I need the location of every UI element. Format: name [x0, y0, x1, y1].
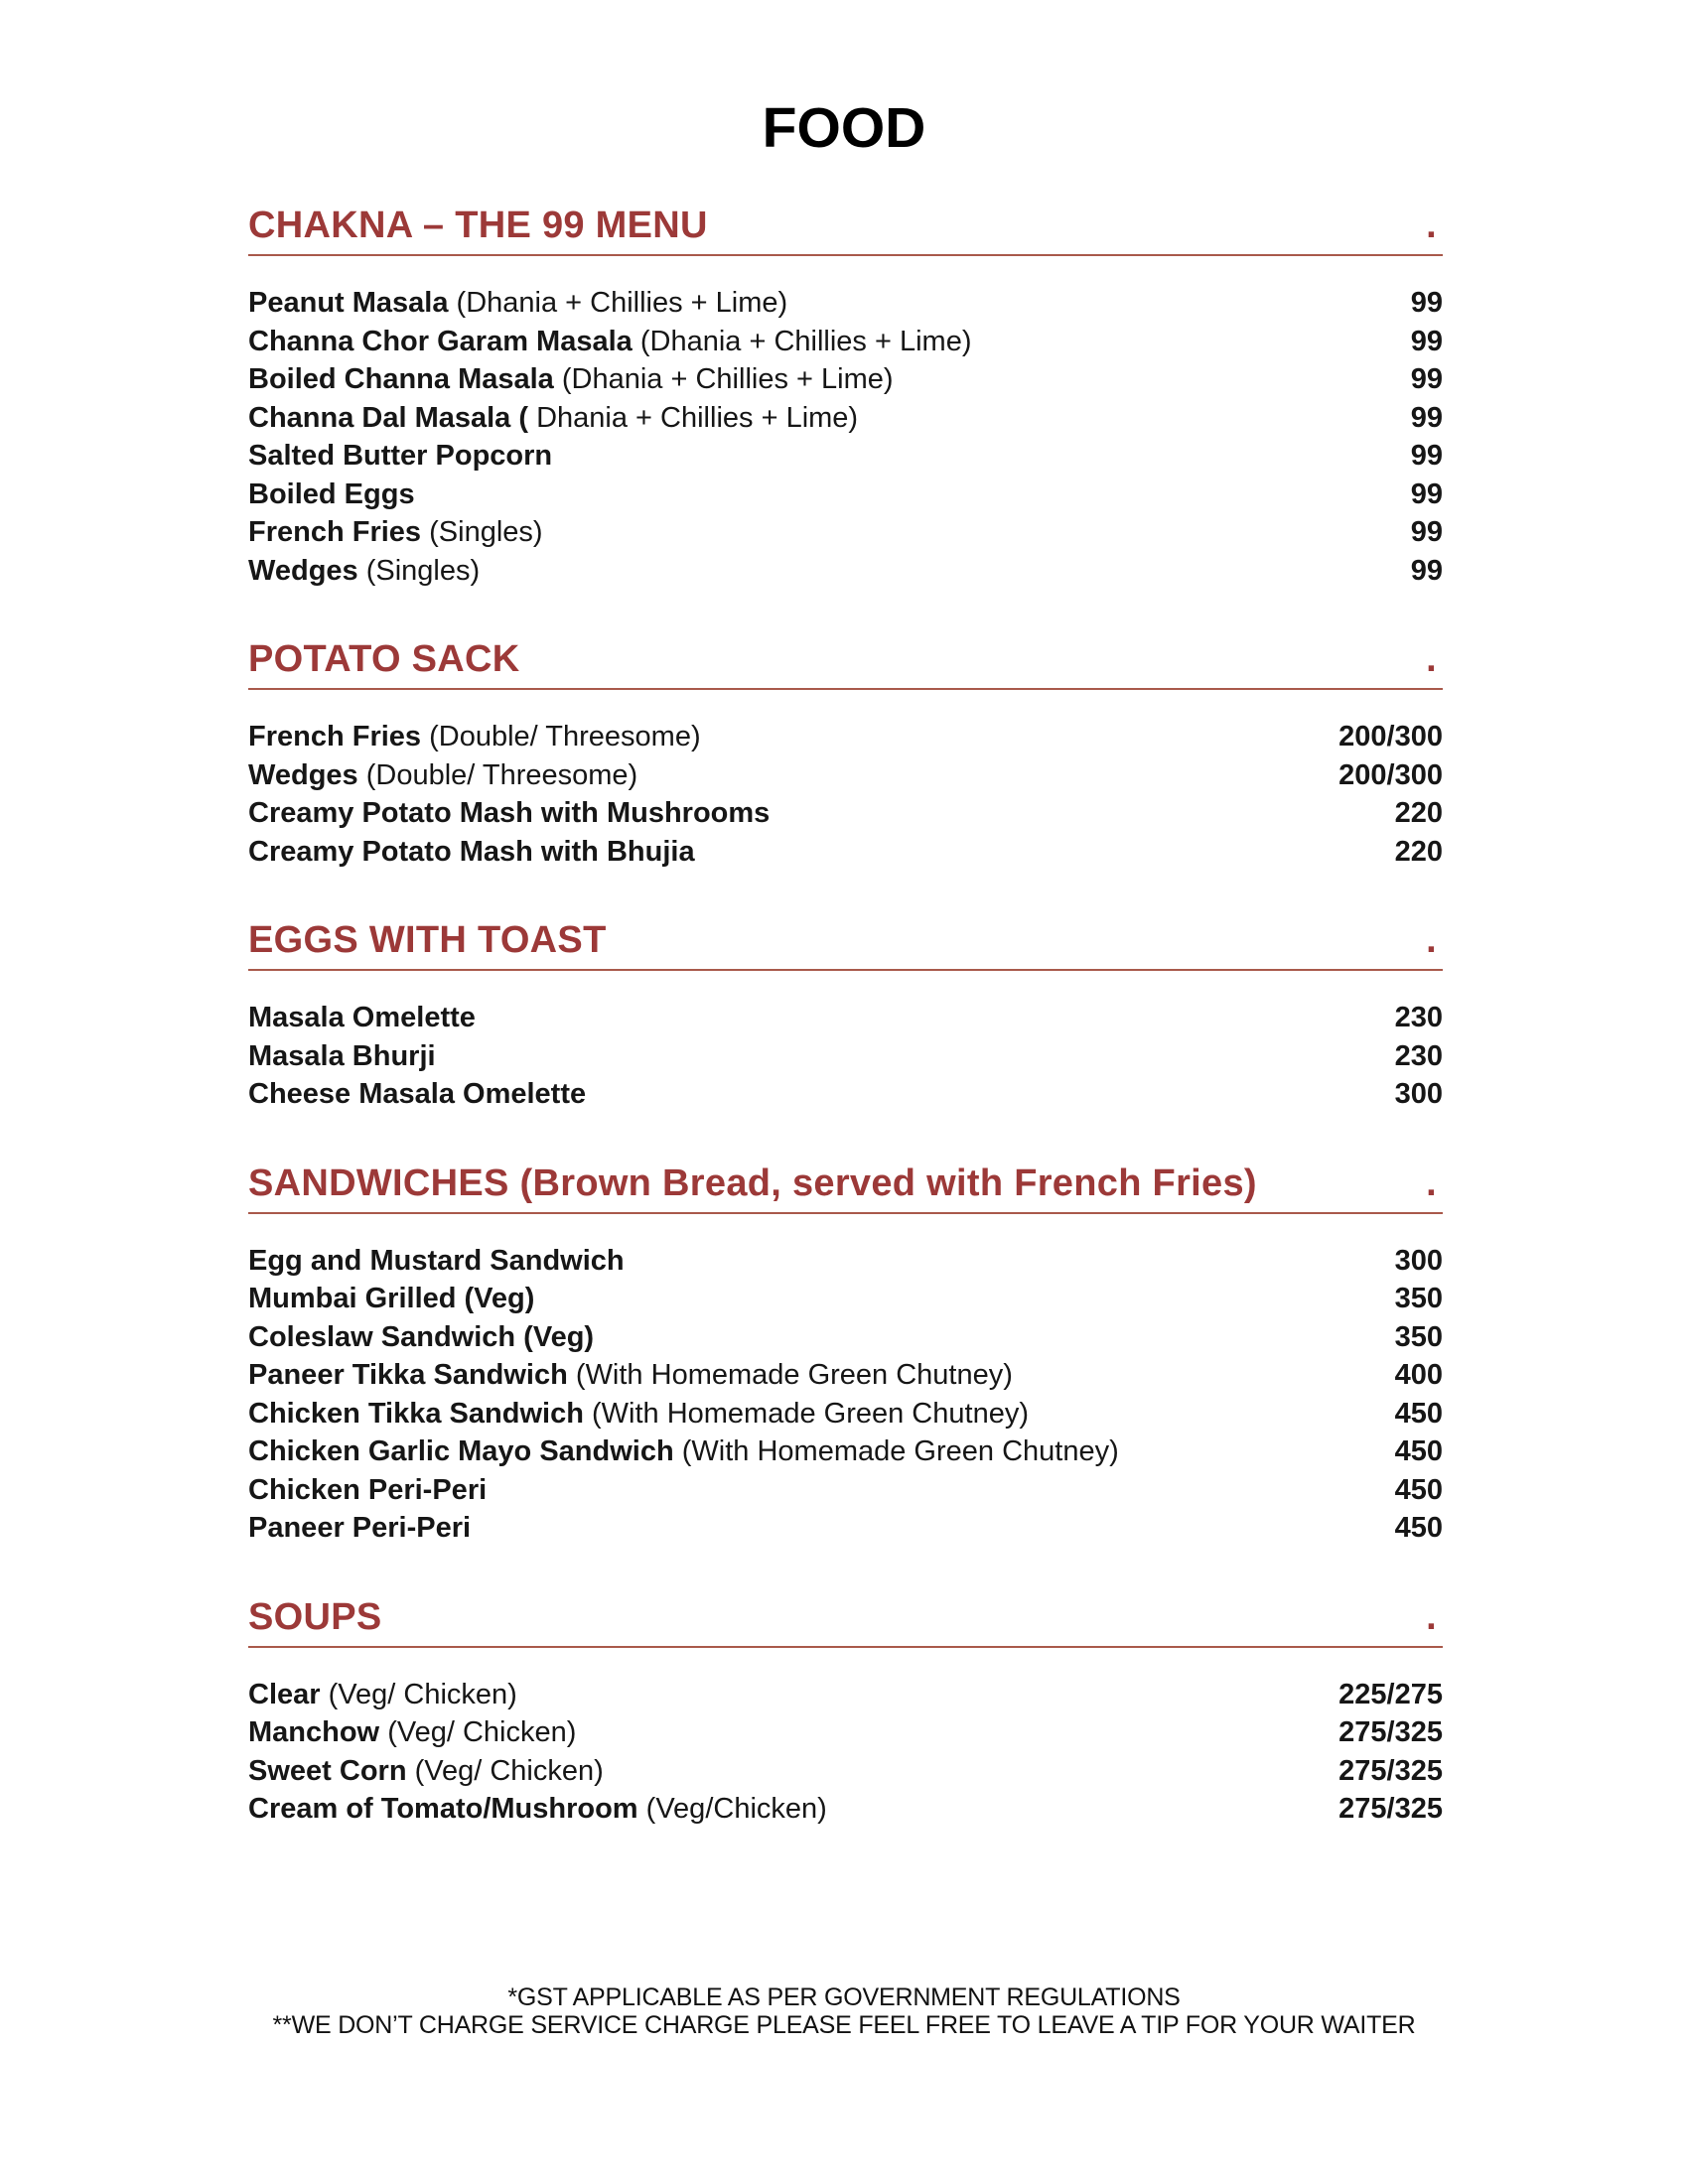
item-name: Egg and Mustard Sandwich [248, 1244, 625, 1277]
section-heading-text: SANDWICHES (Brown Bread, served with French Fries) [248, 1161, 1257, 1204]
section-item-list [248, 718, 1443, 871]
item-price: 230 [1394, 1039, 1443, 1072]
menu-item-row [248, 476, 1443, 514]
item-name: Paneer Tikka Sandwich [248, 1359, 568, 1391]
item-name: Wedges [248, 554, 358, 587]
item-price: 350 [1394, 1320, 1443, 1353]
item-label [248, 437, 552, 476]
item-label [248, 833, 695, 872]
item-description: (Dhania + Chillies + Lime) [639, 325, 972, 357]
section-heading-text: EGGS WITH TOAST [248, 919, 607, 961]
item-description: (Singles) [429, 516, 543, 548]
menu-item-row [248, 756, 1443, 795]
section-heading-dot: . [1426, 1161, 1437, 1204]
item-name: Chicken Garlic Mayo Sandwich [248, 1435, 674, 1467]
item-name: Wedges [248, 758, 358, 791]
menu-section [248, 638, 1443, 871]
item-label [248, 1037, 436, 1076]
item-description: (With Homemade Green Chutney) [591, 1397, 1029, 1430]
menu-item-row [248, 1395, 1443, 1433]
item-label [248, 399, 858, 438]
item-description: (Double/ Threesome) [365, 758, 638, 791]
item-price: 300 [1394, 1078, 1443, 1110]
item-description: (Singles) [365, 554, 481, 587]
menu-item-row [248, 1752, 1443, 1791]
item-price: 230 [1394, 1002, 1443, 1033]
item-name: Boiled Eggs [248, 478, 415, 510]
menu-item-row [248, 1242, 1443, 1281]
menu-item-row [248, 1037, 1443, 1076]
menu-item-row [248, 718, 1443, 756]
item-label [248, 1676, 517, 1714]
section-heading [248, 1162, 1443, 1214]
item-price: 450 [1394, 1512, 1443, 1544]
item-label [248, 284, 787, 323]
section-heading-dot: . [1426, 1595, 1437, 1638]
item-price: 99 [1410, 363, 1443, 395]
menu-item-row [248, 1471, 1443, 1510]
menu-item-row [248, 1075, 1443, 1114]
menu-section [248, 1162, 1443, 1548]
item-label [248, 1395, 1029, 1433]
menu-sections [248, 205, 1443, 1829]
menu-item-row [248, 1280, 1443, 1318]
item-label [248, 1790, 827, 1829]
section-heading-text: SOUPS [248, 1595, 382, 1638]
item-label [248, 1471, 487, 1510]
item-label [248, 718, 701, 756]
item-label [248, 1318, 594, 1357]
menu-item-row [248, 323, 1443, 361]
item-price: 450 [1394, 1435, 1443, 1467]
item-label [248, 1075, 586, 1114]
item-label [248, 1356, 1013, 1395]
item-price: 200/300 [1338, 721, 1443, 752]
page-title: FOOD [762, 96, 926, 160]
item-name: Paneer Peri-Peri [248, 1512, 472, 1544]
item-price: 225/275 [1338, 1678, 1443, 1710]
section-heading-dot: . [1426, 205, 1437, 246]
item-price: 99 [1410, 516, 1443, 548]
item-description: (With Homemade Green Chutney) [681, 1435, 1119, 1467]
item-name: Channa Chor Garam Masala [248, 325, 633, 357]
item-price: 99 [1410, 325, 1443, 357]
item-name: Masala Omelette [248, 1002, 476, 1033]
menu-item-row [248, 437, 1443, 476]
item-price: 450 [1394, 1397, 1443, 1430]
item-description: (Veg/ Chicken) [387, 1716, 577, 1748]
item-name: Masala Bhurji [248, 1039, 436, 1072]
item-description: (With Homemade Green Chutney) [575, 1359, 1013, 1391]
item-name: Sweet Corn [248, 1754, 407, 1787]
item-description: (Veg/ Chicken) [328, 1678, 517, 1710]
menu-item-row [248, 360, 1443, 399]
item-label [248, 1280, 534, 1318]
item-price: 300 [1394, 1244, 1443, 1277]
item-label [248, 1509, 471, 1548]
menu-item-row [248, 1790, 1443, 1829]
section-heading [248, 1596, 1443, 1648]
item-name: Channa Dal Masala ( [248, 401, 529, 434]
menu-item-row [248, 284, 1443, 323]
item-description: Dhania + Chillies + Lime) [536, 401, 859, 434]
section-item-list [248, 999, 1443, 1114]
footer-note-service-charge: **WE DON’T CHARGE SERVICE CHARGE PLEASE FEEL FREE TO LEAVE A TIP FOR YOUR WAITER [272, 2010, 1416, 2039]
item-name: Peanut Masala [248, 287, 449, 319]
item-name: Chicken Peri-Peri [248, 1473, 488, 1506]
item-price: 350 [1394, 1283, 1443, 1314]
item-label [248, 1713, 576, 1752]
section-heading [248, 205, 1443, 256]
menu-item-row [248, 399, 1443, 438]
section-heading [248, 919, 1443, 971]
section-item-list [248, 1676, 1443, 1829]
section-heading-dot: . [1426, 919, 1437, 961]
item-label [248, 794, 770, 833]
footer-note-gst: *GST APPLICABLE AS PER GOVERNMENT REGULATIONS [507, 1983, 1181, 2011]
item-price: 400 [1394, 1359, 1443, 1391]
item-name: Cheese Masala Omelette [248, 1078, 587, 1110]
item-price: 99 [1410, 401, 1443, 434]
menu-item-row [248, 513, 1443, 552]
item-name: Creamy Potato Mash with Mushrooms [248, 797, 771, 829]
menu-item-row [248, 1713, 1443, 1752]
item-label [248, 513, 543, 552]
item-label [248, 1433, 1119, 1471]
item-price: 275/325 [1338, 1754, 1443, 1787]
menu-item-row [248, 1356, 1443, 1395]
item-label [248, 1752, 604, 1791]
section-heading-dot: . [1426, 638, 1437, 680]
section-item-list [248, 1242, 1443, 1548]
menu-item-row [248, 1318, 1443, 1357]
item-name: French Fries [248, 516, 422, 548]
item-price: 200/300 [1338, 758, 1443, 791]
item-label [248, 1242, 625, 1281]
item-name: Clear [248, 1678, 321, 1710]
item-label [248, 360, 894, 399]
item-price: 275/325 [1338, 1793, 1443, 1825]
item-price: 220 [1394, 797, 1443, 829]
section-heading-text: CHAKNA – THE 99 MENU [248, 205, 708, 246]
item-price: 450 [1394, 1473, 1443, 1506]
item-name: Chicken Tikka Sandwich [248, 1397, 584, 1430]
item-name: Manchow [248, 1716, 380, 1748]
footer-notes [0, 1984, 1688, 2039]
menu-item-row [248, 1676, 1443, 1714]
section-heading [248, 638, 1443, 690]
item-price: 275/325 [1338, 1716, 1443, 1748]
item-price: 99 [1410, 478, 1443, 510]
menu-section [248, 205, 1443, 590]
menu-item-row [248, 833, 1443, 872]
item-name: Mumbai Grilled (Veg) [248, 1283, 535, 1314]
item-description: (Veg/Chicken) [645, 1793, 827, 1825]
item-name: Cream of Tomato/Mushroom [248, 1793, 638, 1825]
item-description: (Dhania + Chillies + Lime) [561, 363, 894, 395]
item-label [248, 323, 972, 361]
item-label [248, 999, 476, 1037]
item-name: Creamy Potato Mash with Bhujia [248, 835, 695, 868]
menu-section [248, 919, 1443, 1114]
item-name: Salted Butter Popcorn [248, 440, 553, 472]
item-label [248, 476, 415, 514]
section-heading-text: POTATO SACK [248, 638, 520, 680]
menu-item-row [248, 794, 1443, 833]
menu-item-row [248, 552, 1443, 591]
item-price: 99 [1410, 554, 1443, 587]
menu-item-row [248, 999, 1443, 1037]
item-name: Coleslaw Sandwich (Veg) [248, 1320, 595, 1353]
item-price: 99 [1410, 440, 1443, 472]
section-item-list [248, 284, 1443, 590]
item-name: Boiled Channa Masala [248, 363, 554, 395]
item-price: 99 [1410, 287, 1443, 319]
menu-section [248, 1596, 1443, 1829]
item-name: French Fries [248, 721, 422, 752]
item-price: 220 [1394, 835, 1443, 868]
item-description: (Veg/ Chicken) [414, 1754, 604, 1787]
item-label [248, 756, 637, 795]
menu-item-row [248, 1433, 1443, 1471]
menu-item-row [248, 1509, 1443, 1548]
item-description: (Dhania + Chillies + Lime) [456, 287, 788, 319]
item-label [248, 552, 480, 591]
item-description: (Double/ Threesome) [429, 721, 701, 752]
